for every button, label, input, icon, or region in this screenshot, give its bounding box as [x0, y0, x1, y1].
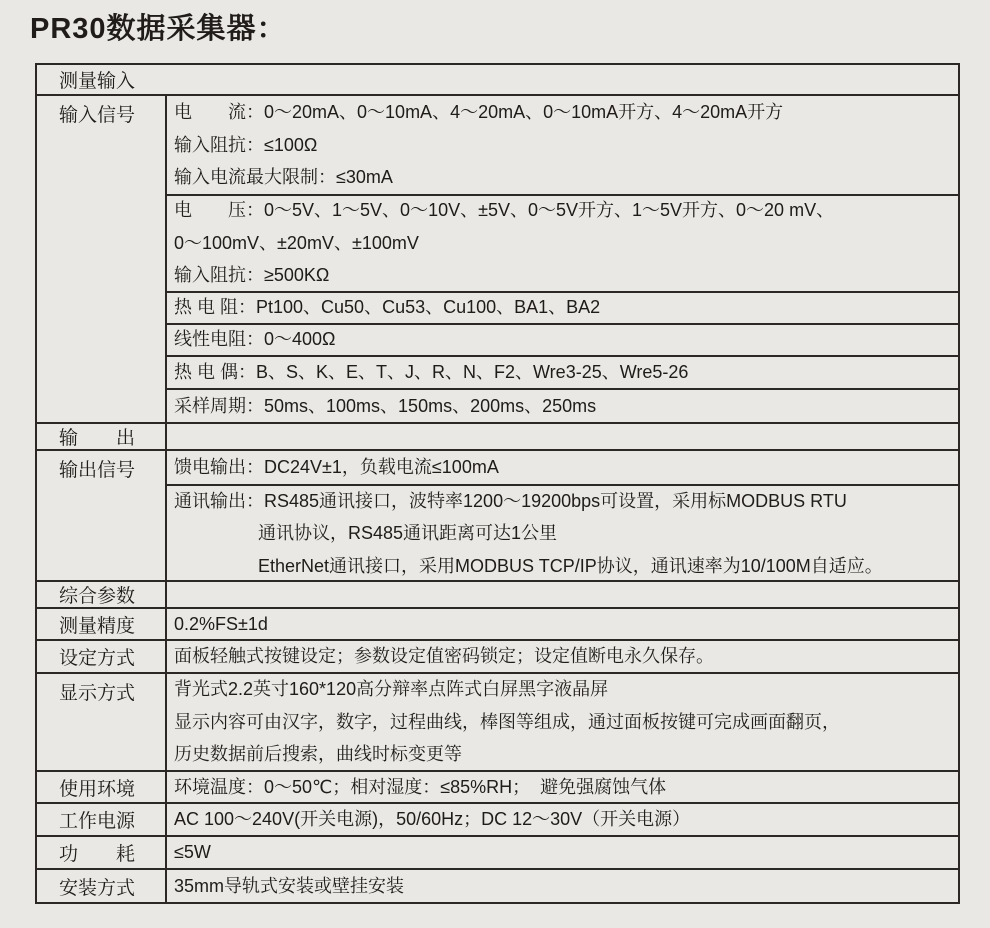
row-label-power-supply: 工作电源 [37, 804, 167, 835]
row-label-display-method: 显示方式 [37, 674, 167, 770]
input-signal-content [167, 96, 958, 422]
power-consumption-value-cell [167, 837, 958, 868]
section-output-empty-cell [167, 424, 958, 449]
power-consumption-value: ≤5W [174, 842, 211, 863]
row-label-accuracy: 测量精度 [37, 609, 167, 639]
row-output-signal [37, 449, 958, 580]
section-general-empty-cell [167, 582, 958, 607]
row-mounting [37, 868, 958, 902]
rtd-spec-cell [167, 291, 958, 323]
setting-method-value-cell [167, 641, 958, 672]
voltage-spec-cell [167, 194, 958, 291]
feed-output-line: 馈电输出：DC24V±1，负载电流≤100mA [174, 457, 499, 477]
comm-output-line-1: 通讯输出：RS485通讯接口，波特率1200～19200bps可设置，采用标MODBUS RTU [174, 490, 847, 511]
row-power-consumption [37, 835, 958, 868]
row-label-environment: 使用环境 [37, 772, 167, 802]
comm-output-line-3: EtherNet通讯接口，采用MODBUS TCP/IP协议，通讯速率为10/100M自适应。 [258, 555, 883, 576]
setting-method-value: 面板轻触式按键设定；参数设定值密码锁定；设定值断电永久保存。 [174, 646, 714, 667]
feed-output-cell [167, 451, 958, 484]
section-header-general [37, 580, 958, 607]
row-display-method [37, 672, 958, 770]
thermocouple-line: 热 电 偶：B、S、K、E、T、J、R、N、F2、Wre3-25、Wre5-26 [174, 361, 689, 382]
voltage-spec-line-1: 电 压：0～5V、1～5V、0～10V、±5V、0～5V开方、1～5V开方、0～20 mV、 [174, 200, 835, 221]
mounting-value: 35mm导轨式安装或壁挂安装 [174, 875, 405, 896]
row-setting-method [37, 639, 958, 672]
accuracy-value: 0.2%FS±1d [174, 613, 268, 634]
section-label-general: 综合参数 [37, 582, 167, 607]
current-spec-cell [167, 96, 958, 194]
rtd-spec-line: 热 电 阻：Pt100、Cu50、Cu53、Cu100、BA1、BA2 [174, 297, 601, 318]
display-method-line-3: 历史数据前后搜索，曲线时标变更等 [174, 744, 462, 765]
spec-table [35, 63, 960, 904]
voltage-impedance-line: 输入阻抗：≥500KΩ [174, 265, 330, 286]
voltage-spec-line-2: 0～100mV、±20mV、±100mV [174, 232, 419, 253]
section-header-measure-input [37, 65, 958, 94]
display-method-line-2: 显示内容可由汉字，数字，过程曲线，棒图等组成，通过面板按键可完成画面翻页， [174, 711, 840, 732]
row-label-output-signal: 输出信号 [37, 451, 167, 580]
power-supply-value-cell [167, 804, 958, 835]
power-supply-value: AC 100～240V(开关电源)，50/60Hz；DC 12～30V（开关电源） [174, 809, 691, 830]
output-signal-content [167, 451, 958, 580]
section-header-output [37, 422, 958, 449]
comm-output-cell [167, 484, 958, 582]
row-power-supply [37, 802, 958, 835]
mounting-value-cell [167, 870, 958, 902]
comm-output-line-2: 通讯协议，RS485通讯距离可达1公里 [258, 523, 558, 544]
row-label-power-consumption: 功 耗 [37, 837, 167, 868]
page-title: PR30数据采集器： [30, 13, 287, 45]
row-accuracy [37, 607, 958, 639]
current-impedance-line: 输入阻抗：≤100Ω [174, 134, 318, 155]
row-environment [37, 770, 958, 802]
current-spec-line: 电 流：0～20mA、0～10mA、4～20mA、0～10mA开方、4～20mA开方 [174, 102, 784, 122]
row-input-signal [37, 94, 958, 422]
section-label-output: 输 出 [37, 424, 167, 449]
display-method-value-cell [167, 674, 958, 770]
row-label-input-signal: 输入信号 [37, 96, 167, 422]
row-label-setting-method: 设定方式 [37, 641, 167, 672]
sampling-period-cell [167, 388, 958, 423]
current-limit-line: 输入电流最大限制：≤30mA [174, 167, 393, 187]
environment-value-cell [167, 772, 958, 802]
section-label-measure-input: 测量输入 [59, 71, 136, 92]
row-label-mounting: 安装方式 [37, 870, 167, 902]
display-method-line-1: 背光式2.2英寸160*120高分辩率点阵式白屏黑字液晶屏 [174, 679, 609, 700]
accuracy-value-cell [167, 609, 958, 639]
environment-value: 环境温度：0～50℃；相对湿度：≤85%RH； 避免强腐蚀气体 [174, 776, 667, 797]
sampling-period-line: 采样周期：50ms、100ms、150ms、200ms、250ms [174, 395, 597, 416]
linear-resistance-cell [167, 323, 958, 355]
linear-resistance-line: 线性电阻：0～400Ω [174, 329, 336, 350]
thermocouple-cell [167, 355, 958, 388]
